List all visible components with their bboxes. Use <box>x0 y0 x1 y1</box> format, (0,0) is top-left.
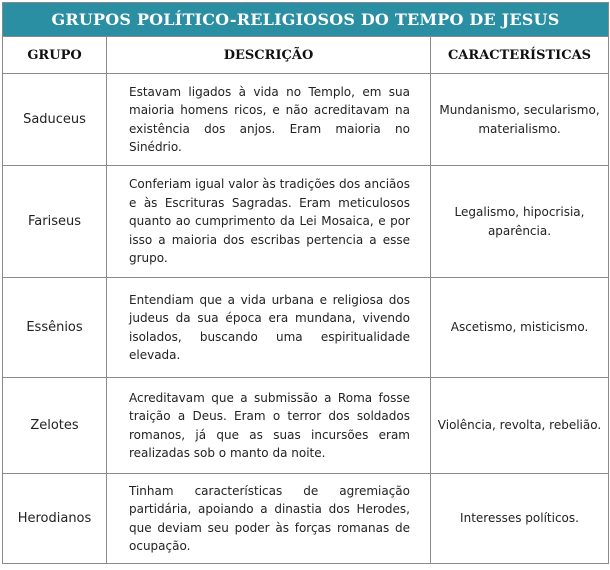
table-row <box>3 378 609 474</box>
group-cell: Fariseus <box>3 166 107 278</box>
group-cell: Herodianos <box>3 474 107 564</box>
characteristics-cell: Ascetismo, misticismo. <box>431 278 609 378</box>
groups-table-container <box>2 2 608 564</box>
header-description: DESCRIÇÃO <box>107 37 431 74</box>
table-row <box>3 166 609 278</box>
table-row <box>3 74 609 166</box>
description-cell: Conferiam igual valor às tradições dos anciãos e às Escrituras Sagradas. Eram meticulosos quanto ao cumprimento da Lei Mosaica, e por isso a maioria dos escribas pertencia a esse grupo. <box>107 166 431 278</box>
groups-table <box>2 2 609 564</box>
description-cell: Tinham características de agremiação partidária, apoiando a dinastia dos Herodes, que deviam seu poder às forças romanas de ocupação. <box>107 474 431 564</box>
table-row <box>3 278 609 378</box>
table-title: GRUPOS POLÍTICO-RELIGIOSOS DO TEMPO DE JESUS <box>3 3 609 37</box>
description-cell: Entendiam que a vida urbana e religiosa dos judeus da sua época era mundana, vivendo isolados, buscando uma espiritualidade elevada. <box>107 278 431 378</box>
header-group: GRUPO <box>3 37 107 74</box>
characteristics-cell: Violência, revolta, rebelião. <box>431 378 609 474</box>
table-row <box>3 474 609 564</box>
header-row <box>3 37 609 74</box>
characteristics-cell: Mundanismo, secularismo, materialismo. <box>431 74 609 166</box>
characteristics-cell: Legalismo, hipocrisia, aparência. <box>431 166 609 278</box>
group-cell: Essênios <box>3 278 107 378</box>
characteristics-cell: Interesses políticos. <box>431 474 609 564</box>
title-row <box>3 3 609 37</box>
header-characteristics: CARACTERÍSTICAS <box>431 37 609 74</box>
description-cell: Acreditavam que a submissão a Roma fosse traição a Deus. Eram o terror dos soldados romanos, já que as suas incursões eram realizadas sob o manto da noite. <box>107 378 431 474</box>
group-cell: Zelotes <box>3 378 107 474</box>
group-cell: Saduceus <box>3 74 107 166</box>
description-cell: Estavam ligados à vida no Templo, em sua maioria homens ricos, e não acreditavam na existência dos anjos. Eram maioria no Sinédrio. <box>107 74 431 166</box>
